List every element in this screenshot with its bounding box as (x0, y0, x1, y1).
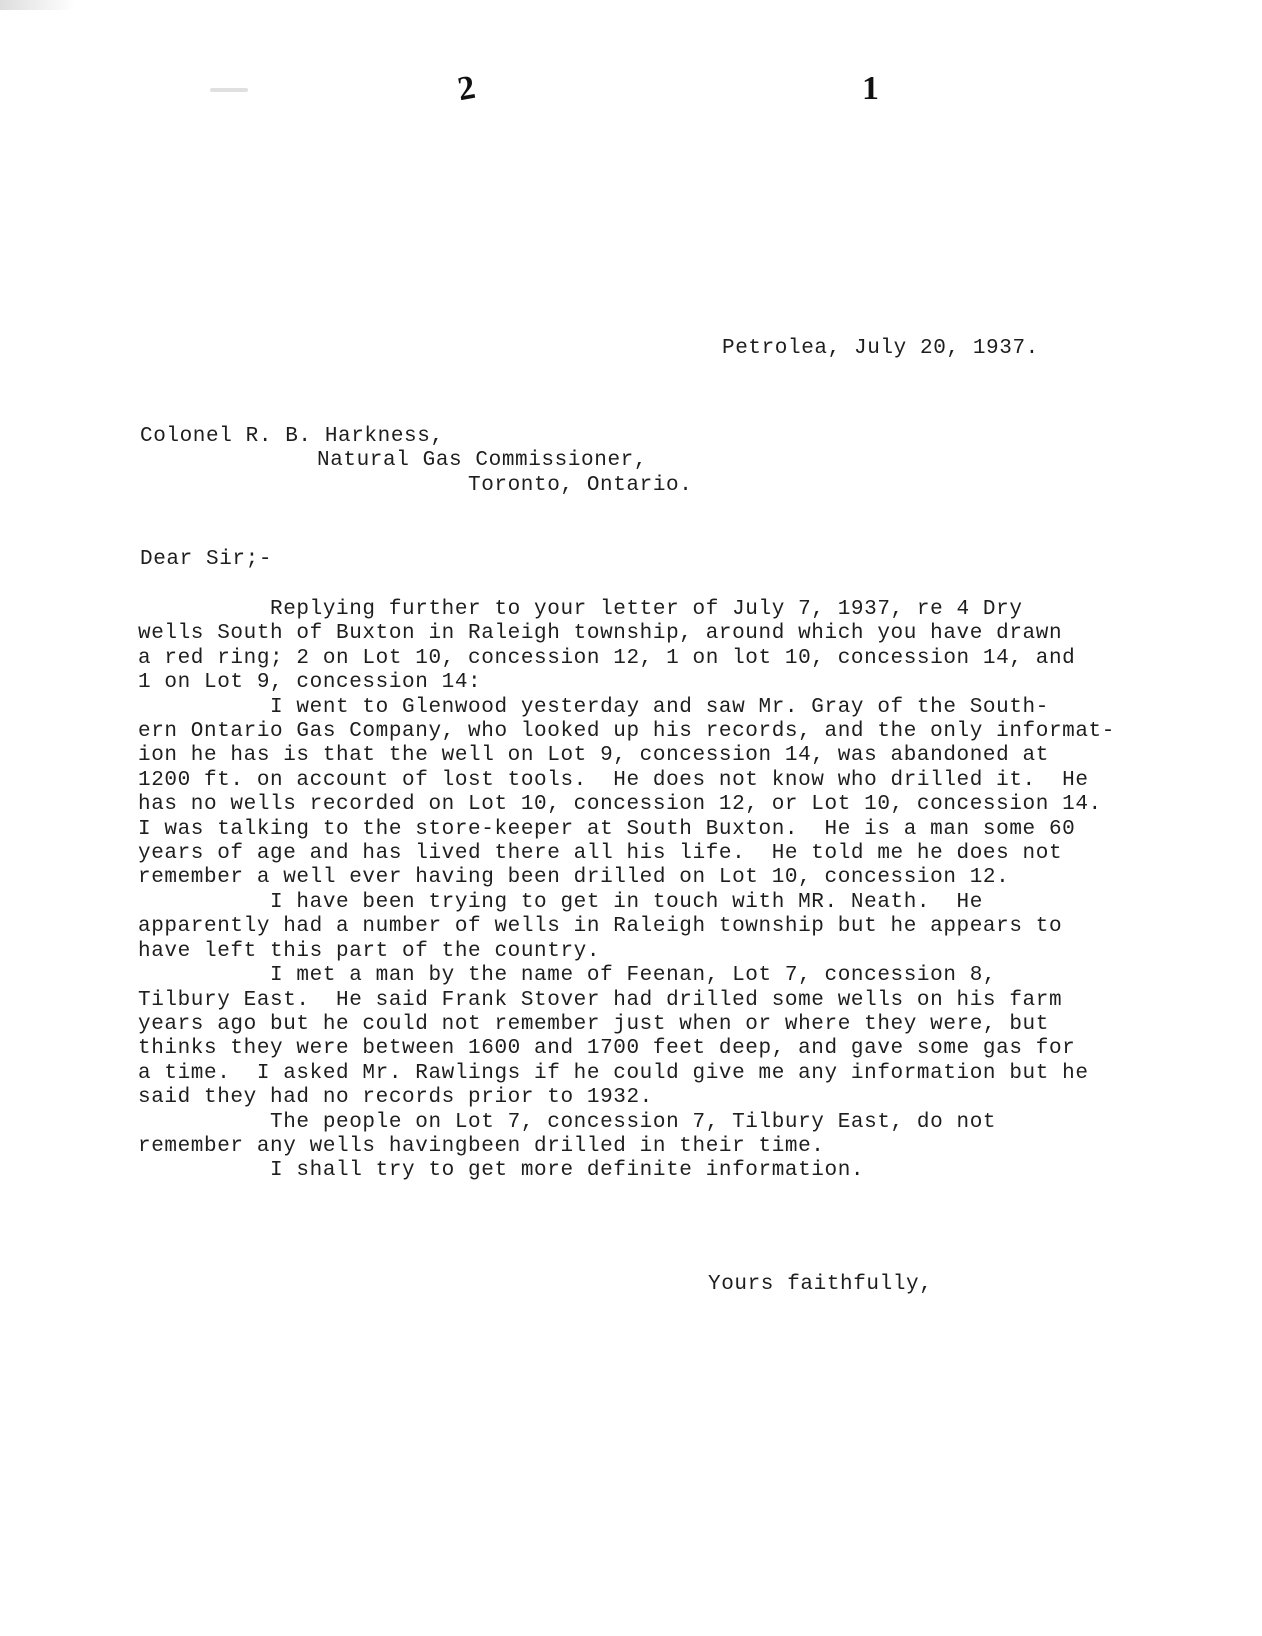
date-line: Petrolea, July 20, 1937. (722, 337, 1039, 360)
body-line: years of age and has lived there all his life. He told me he does not (138, 842, 1063, 866)
body-line: Replying further to your letter of July 7, 1937, re 4 Dry (138, 598, 1023, 621)
page-mark-right: 1 (862, 70, 879, 107)
body-line: Tilbury East. He said Frank Stover had drilled some wells on his farm (138, 988, 1063, 1012)
body-line: I was talking to the store-keeper at South Buxton. He is a man some 60 (138, 817, 1076, 841)
letter-body (138, 598, 1115, 1184)
body-line: remember a well ever having been drilled on Lot 10, concession 12. (138, 866, 1010, 890)
scan-corner-mark (0, 0, 75, 10)
body-line: thinks they were between 1600 and 1700 feet deep, and gave some gas for (138, 1037, 1076, 1061)
body-line: I went to Glenwood yesterday and saw Mr. Gray of the South- (138, 695, 1049, 719)
body-line: wells South of Buxton in Raleigh township, around which you have drawn (138, 622, 1063, 646)
page-mark-left: 2 (454, 68, 478, 109)
salutation: Dear Sir;- (140, 548, 273, 571)
body-line: years ago but he could not remember just when or where they were, but (138, 1012, 1049, 1036)
body-line: I met a man by the name of Feenan, Lot 7, concession 8, (138, 964, 997, 988)
body-line: a red ring; 2 on Lot 10, concession 12, 1 on lot 10, concession 14, and (138, 646, 1076, 670)
body-line: remember any wells havingbeen drilled in their time. (138, 1134, 825, 1158)
body-line: The people on Lot 7, concession 7, Tilbury East, do not (138, 1110, 997, 1134)
recipient-name: Colonel R. B. Harkness, (140, 425, 444, 448)
body-line: ion he has is that the well on Lot 9, concession 14, was abandoned at (138, 744, 1049, 768)
body-line: said they had no records prior to 1932. (138, 1086, 653, 1110)
recipient-title: Natural Gas Commissioner, (317, 449, 648, 473)
body-line: I shall try to get more definite information. (138, 1159, 865, 1183)
body-line: 1200 ft. on account of lost tools. He does not know who drilled it. He (138, 768, 1089, 792)
body-line: has no wells recorded on Lot 10, concession 12, or Lot 10, concession 14. (138, 793, 1102, 817)
closing: Yours faithfully, (708, 1273, 933, 1296)
body-line: apparently had a number of wells in Raleigh township but he appears to (138, 915, 1063, 939)
body-line: a time. I asked Mr. Rawlings if he could give me any information but he (138, 1061, 1089, 1085)
body-line: have left this part of the country. (138, 939, 601, 963)
body-line: 1 on Lot 9, concession 14: (138, 671, 482, 695)
body-line: ern Ontario Gas Company, who looked up his records, and the only informat- (138, 720, 1115, 744)
recipient-address (140, 425, 692, 498)
scan-smudge (210, 88, 248, 92)
recipient-city: Toronto, Ontario. (468, 473, 693, 497)
body-line: I have been trying to get in touch with MR. Neath. He (138, 890, 983, 914)
